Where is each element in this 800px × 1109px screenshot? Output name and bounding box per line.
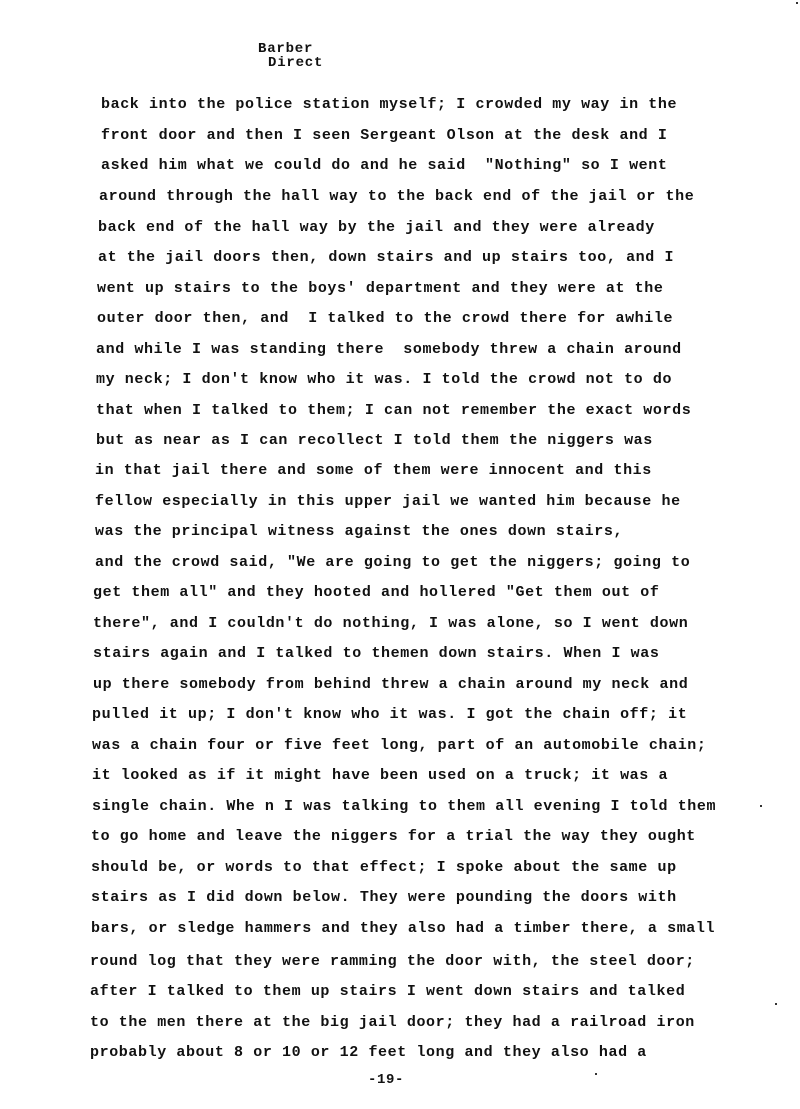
examination-type-header: Direct [268,55,324,71]
transcript-line: fellow especially in this upper jail we wanted him because he [95,493,681,510]
transcript-line: around through the hall way to the back end of the jail or the [99,188,695,205]
transcript-line: outer door then, and I talked to the crowd there for awhile [97,310,674,327]
paper-speck [595,1073,597,1075]
transcript-line: my neck; I don't know who it was. I told the crowd not to do [96,371,673,388]
transcript-line: stairs as I did down below. They were pounding the doors with [91,889,677,906]
transcript-line: back into the police station myself; I crowded my way in the [101,96,678,113]
transcript-line: to go home and leave the niggers for a trial the way they ought [91,828,696,845]
transcript-line: stairs again and I talked to themen down stairs. When I was [93,645,660,662]
transcript-line: but as near as I can recollect I told them the niggers was [96,432,653,449]
transcript-line: to the men there at the big jail door; they had a railroad iron [90,1014,695,1031]
transcript-line: and while I was standing there somebody threw a chain around [96,341,682,358]
transcript-line: and the crowd said, "We are going to get the niggers; going to [95,554,691,571]
transcript-line: should be, or words to that effect; I spoke about the same up [91,859,677,876]
transcript-line: there", and I couldn't do nothing, I was alone, so I went down [93,615,689,632]
transcript-line: round log that they were ramming the door with, the steel door; [90,953,695,970]
transcript-line: after I talked to them up stairs I went down stairs and talked [90,983,686,1000]
transcript-line: went up stairs to the boys' department and they were at the [97,280,664,297]
transcript-line: bars, or sledge hammers and they also had a timber there, a small [91,920,716,937]
transcript-line: up there somebody from behind threw a chain around my neck and [93,676,689,693]
transcript-line: pulled it up; I don't know who it was. I got the chain off; it [92,706,688,723]
transcript-line: at the jail doors then, down stairs and up stairs too, and I [98,249,675,266]
page-number: -19- [368,1072,405,1088]
transcript-line: that when I talked to them; I can not remember the exact words [96,402,692,419]
transcript-line: probably about 8 or 10 or 12 feet long and they also had a [90,1044,647,1061]
transcript-line: in that jail there and some of them were innocent and this [95,462,652,479]
transcript-line: get them all" and they hooted and hollered "Get them out of [93,584,660,601]
transcript-line: front door and then I seen Sergeant Olson at the desk and I [101,127,668,144]
transcript-line: asked him what we could do and he said "Nothing" so I went [101,157,668,174]
transcript-line: single chain. Whe n I was talking to them all evening I told them [92,798,717,815]
paper-speck [775,1003,777,1005]
witness-name-header: Barber [258,41,314,57]
transcript-line: was the principal witness against the ones down stairs, [95,523,624,540]
transcript-line: back end of the hall way by the jail and they were already [98,219,655,236]
transcript-line: was a chain four or five feet long, part of an automobile chain; [92,737,707,754]
paper-speck [796,2,798,4]
transcript-line: it looked as if it might have been used on a truck; it was a [92,767,669,784]
paper-speck [760,805,762,807]
